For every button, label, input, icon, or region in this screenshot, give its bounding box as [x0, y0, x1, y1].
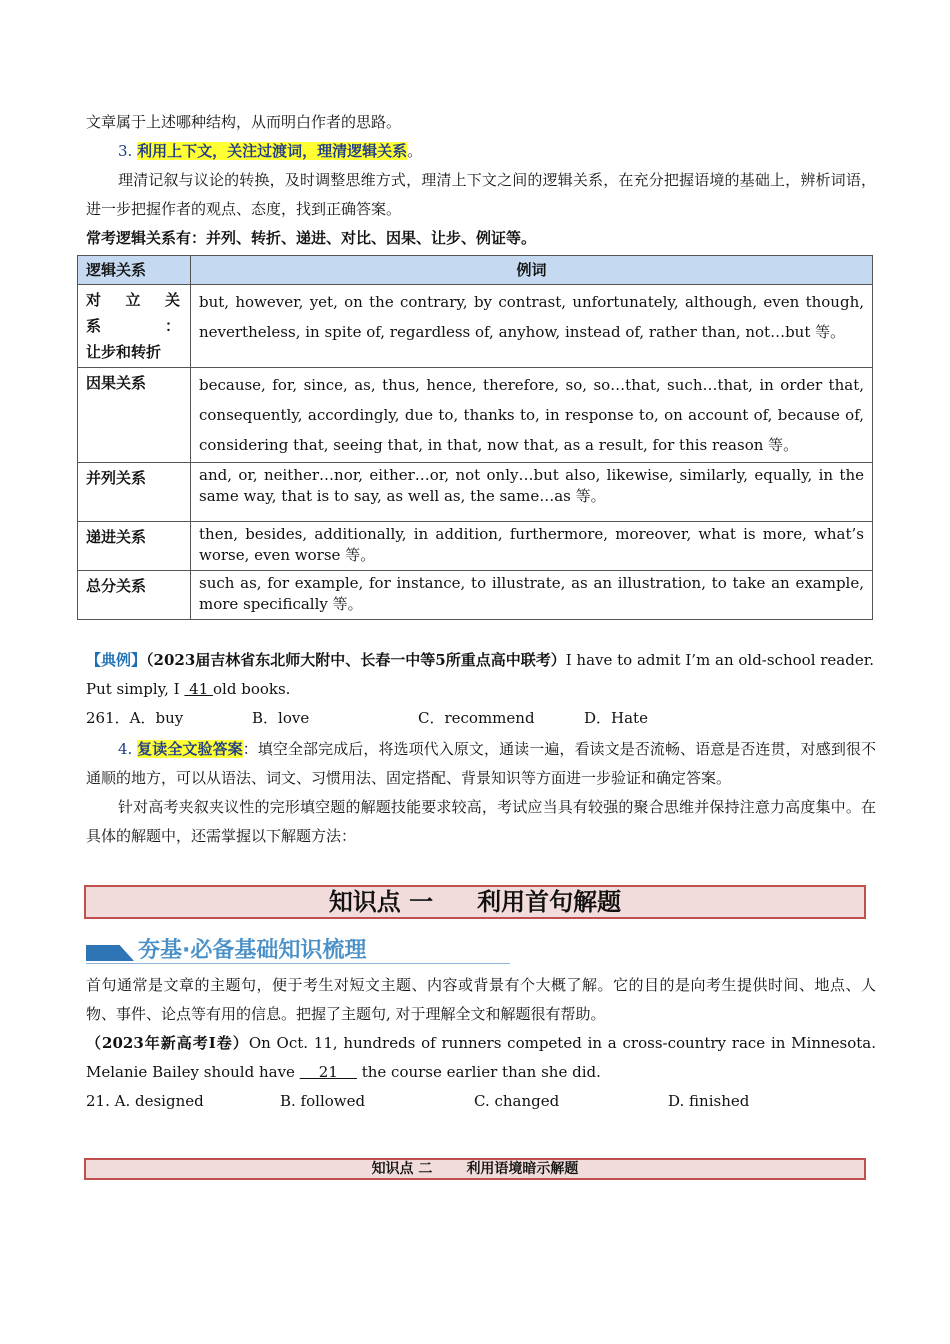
example-1-option-c: C．recommend	[418, 709, 535, 727]
example-1-text-a: I have to admit I’m an old-school reader. Put simply, I	[86, 651, 875, 698]
subheading-rule	[86, 963, 510, 964]
example-1-option-d: D．Hate	[584, 709, 648, 727]
example-words-cell: because, for, since, as, thus, hence, therefore, so, so…that, such…that, in order that, consequently, accordingly, due to, thanks to, in response to, on account of, because of, considering that, seeing that, in that, now that, as a result, for this reason 等。	[191, 368, 873, 463]
relation-cell: 递进关系	[78, 522, 191, 571]
example-2-text-b: the course earlier than she did.	[356, 1063, 601, 1081]
example-1-source: （2023届吉林省东北师大附中、长春一中等5所重点高中联考）	[146, 651, 566, 669]
step-4-paragraph	[86, 735, 876, 793]
table-row	[78, 368, 873, 463]
step-3-title: 利用上下文，关注过渡词，理清逻辑关系	[137, 142, 408, 160]
section-1-title: 利用首句解题	[477, 887, 622, 916]
step-4-number: 4.	[118, 740, 133, 758]
table-row	[78, 463, 873, 522]
example-1-option-b: B．love	[252, 709, 310, 727]
subheading-bar-icon	[86, 945, 134, 961]
section-2-number: 知识点 二	[371, 1161, 433, 1177]
relation-cell	[78, 285, 191, 368]
example-2-source: （2023年新高考I卷）	[86, 1034, 249, 1052]
example-2-option-a: 21. A. designed	[86, 1092, 204, 1110]
step-4-title: 复读全文验答案	[137, 740, 243, 758]
example-words-cell: then, besides, additionally, in addition, furthermore, moreover, what is more, what’s worse, even worse 等。	[191, 522, 873, 571]
step-3-end: 。	[407, 142, 423, 160]
example-words-cell: such as, for example, for instance, to illustrate, as an illustration, to take an example, more specifically 等。	[191, 571, 873, 620]
example-1-tag: 【典例】	[86, 651, 147, 669]
example-1-options	[86, 704, 876, 733]
intro-line: 文章属于上述哪种结构，从而明白作者的思路。	[86, 113, 402, 131]
example-2-blank: 21	[299, 1063, 357, 1081]
example-2-text-a: On Oct. 11, hundreds of runners competed in a cross-country race in Minnesota. Melanie Bailey should have	[86, 1034, 877, 1081]
example-1-blank: 41	[184, 680, 214, 698]
relation-cell: 并列关系	[78, 463, 191, 522]
table-row	[78, 285, 873, 368]
relation-label-sub: 让步和转折	[86, 343, 162, 361]
header-examples: 例词	[191, 256, 873, 285]
example-words-cell: and, or, neither…nor, either…or, not only…but also, likewise, similarly, equally, in the same way, that is to say, as well as, the same…as 等。	[191, 463, 873, 522]
option-a-text: A．buy	[129, 709, 184, 727]
relations-table	[77, 255, 873, 620]
section-1-number: 知识点 一	[328, 887, 434, 916]
header-relation: 逻辑关系	[78, 256, 191, 285]
document-page	[86, 108, 876, 1180]
subheading	[86, 933, 876, 967]
first-sentence-paragraph: 首句通常是文章的主题句，便于考生对短文主题、内容或背景有个大概了解。它的目的是向考生提供时间、地点、人物、事件、论点等有用的信息。把握了主题句, 对于理解全文和解题很有帮助。	[86, 976, 876, 1023]
example-2-options	[86, 1087, 876, 1116]
example-2	[86, 1029, 876, 1087]
strategy-paragraph: 针对高考夹叙夹议性的完形填空题的解题技能要求较高，考试应当具有较强的聚合思维并保持注意力高度集中。在具体的解题中，还需掌握以下解题方法：	[86, 798, 876, 845]
example-1-question-number: 261．	[86, 709, 130, 727]
table-row	[78, 571, 873, 620]
step-4-text: ：填空全部完成后，将选项代入原文，通读一遍，看读文是否流畅、语意是否连贯，对感到很不通顺的地方，可以从语法、词文、习惯用法、固定搭配、背景知识等方面进一步验证和确定答案。	[86, 740, 876, 787]
section-2-title: 利用语境暗示解题	[466, 1161, 579, 1177]
section-2-banner	[84, 1158, 866, 1180]
table-row	[78, 522, 873, 571]
example-1-text-b: old books.	[213, 680, 291, 698]
example-2-option-d: D. finished	[668, 1092, 750, 1110]
common-relations-line: 常考逻辑关系有：并列、转折、递进、对比、因果、让步、例证等。	[86, 229, 537, 247]
subheading-text: 夯基·必备基础知识梳理	[138, 938, 367, 963]
table-header-row	[78, 256, 873, 285]
relation-cell: 因果关系	[78, 368, 191, 463]
step-3-heading	[86, 137, 876, 166]
example-1-option-a	[86, 704, 252, 733]
relation-cell: 总分关系	[78, 571, 191, 620]
relation-label: 对 立 关系：	[86, 291, 182, 335]
example-2-option-b: B. followed	[280, 1092, 366, 1110]
section-1-banner	[84, 885, 866, 919]
example-words-cell: but, however, yet, on the contrary, by contrast, unfortunately, although, even though, nevertheless, in spite of, regardless of, anyhow, instead of, rather than, not…but 等。	[191, 285, 873, 368]
paragraph-logic: 理清记叙与议论的转换，及时调整思维方式，理清上下文之间的逻辑关系，在充分把握语境的基础上，辨析词语，进一步把握作者的观点、态度，找到正确答案。	[86, 171, 876, 218]
step-3-number: 3.	[118, 142, 133, 160]
example-1	[86, 646, 876, 704]
example-2-option-c: C. changed	[474, 1092, 560, 1110]
